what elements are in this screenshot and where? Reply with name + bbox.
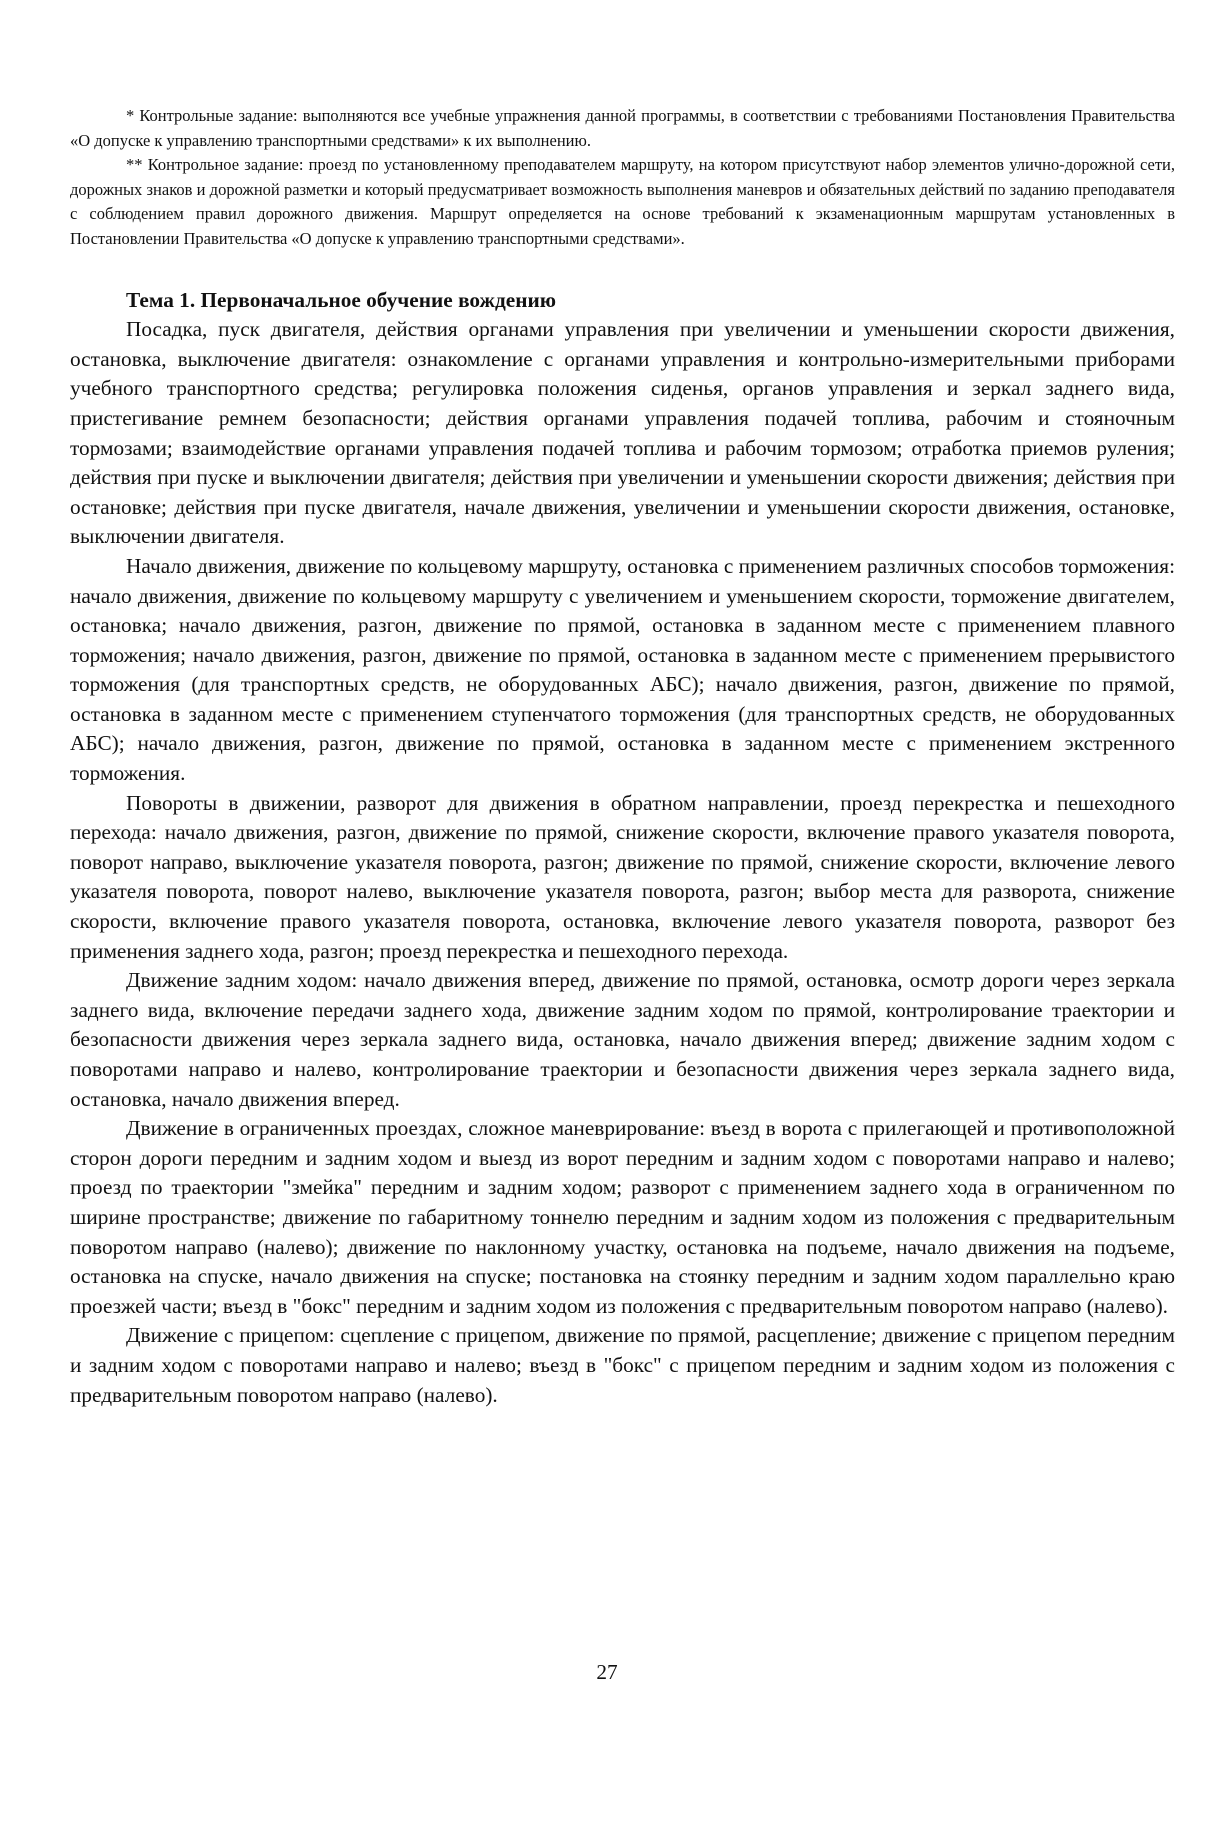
paragraph: Движение в ограниченных проездах, сложное маневрирование: въезд в ворота с прилегающей и противоположной сторон дороги передним и задним ходом и выезд из ворот передним и задним ходом с поворотами направо и налево; проезд по траектории "змейка" передним и задним ходом; разворот с применением заднего хода в ограниченном по ширине пространстве; движение по габаритному тоннелю передним и задним ходом из положения с предварительным поворотом направо (налево); движение по наклонному участку, остановка на подъеме, начало движения на подъеме, остановка на спуске, начало движения на спуске; постановка на стоянку передним и задним ходом параллельно краю проезжей части; въезд в "бокс" передним и задним ходом из положения с предварительным поворотом направо (налево). [70,1116,1175,1318]
topic-title: Тема 1. Первоначальное обучение вождению [126,287,557,312]
paragraph: Посадка, пуск двигателя, действия органами управления при увеличении и уменьшении скорости движения, остановка, выключение двигателя: ознакомление с органами управления и контрольно-измерительными приборами учебного транспортного средства; регулировка положения сиденья, органов управления и зеркал заднего вида, пристегивание ремнем безопасности; действия органами управления подачей топлива, рабочим и стояночным тормозами; взаимодействие органами управления подачей топлива и рабочим тормозом; отработка приемов руления; действия при пуске и выключении двигателя; действия при увеличении и уменьшении скорости движения; действия при остановке; действия при пуске двигателя, начале движения, увеличении и уменьшении скорости движения, остановке, выключении двигателя. [70,317,1175,549]
footnote-control-route: ** Контрольное задание: проезд по установленному преподавателем маршруту, на котором присутствуют набор элементов улично-дорожной сети, дорожных знаков и дорожной разметки и который предусматривает возможность выполнения маневров и обязательных действий по заданию преподавателя с соблюдением правил дорожного движения. Маршрут определяется на основе требований к экзаменационным маршрутам установленных в Постановлении Правительства «О допуске к управлению транспортными средствами». [70,155,1175,248]
topic-body [70,315,1175,1410]
footnotes [70,104,1175,252]
paragraph: Повороты в движении, разворот для движения в обратном направлении, проезд перекрестка и пешеходного перехода: начало движения, разгон, движение по прямой, снижение скорости, включение правого указателя поворота, поворот направо, выключение указателя поворота, разгон; движение по прямой, снижение скорости, включение левого указателя поворота, поворот налево, выключение указателя поворота, разгон; выбор места для разворота, снижение скорости, включение правого указателя поворота, остановка, включение левого указателя поворота, разворот без применения заднего хода, разгон; проезд перекрестка и пешеходного перехода. [70,790,1175,963]
footnote-control-task: * Контрольные задание: выполняются все учебные упражнения данной программы, в соответствии с требованиями Постановления Правительства «О допуске к управлению транспортными средствами» к их выполнению. [70,106,1175,150]
page-number: 27 [596,1660,618,1684]
paragraph: Движение задним ходом: начало движения вперед, движение по прямой, остановка, осмотр дороги через зеркала заднего вида, включение передачи заднего хода, движение задним ходом по прямой, контролирование траектории и безопасности движения через зеркала заднего вида, остановка, начало движения вперед; движение задним ходом с поворотами направо и налево, контролирование траектории и безопасности движения через зеркала заднего вида, остановка, начало движения вперед. [70,968,1175,1111]
paragraph: Начало движения, движение по кольцевому маршруту, остановка с применением различных способов торможения: начало движения, движение по кольцевому маршруту с увеличением и уменьшением скорости, торможение двигателем, остановка; начало движения, разгон, движение по прямой, остановка в заданном месте с применением плавного торможения; начало движения, разгон, движение по прямой, остановка в заданном месте с применением прерывистого торможения (для транспортных средств, не оборудованных АБС); начало движения, разгон, движение по прямой, остановка в заданном месте с применением ступенчатого торможения (для транспортных средств, не оборудованных АБС); начало движения, разгон, движение по прямой, остановка в заданном месте с применением экстренного торможения. [70,553,1175,786]
paragraph: Движение с прицепом: сцепление с прицепом, движение по прямой, расцепление; движение с прицепом передним и задним ходом с поворотами направо и налево; въезд в "бокс" с прицепом передним и задним ходом из положения с предварительным поворотом направо (налево). [70,1323,1175,1407]
document-page [70,104,1175,1410]
